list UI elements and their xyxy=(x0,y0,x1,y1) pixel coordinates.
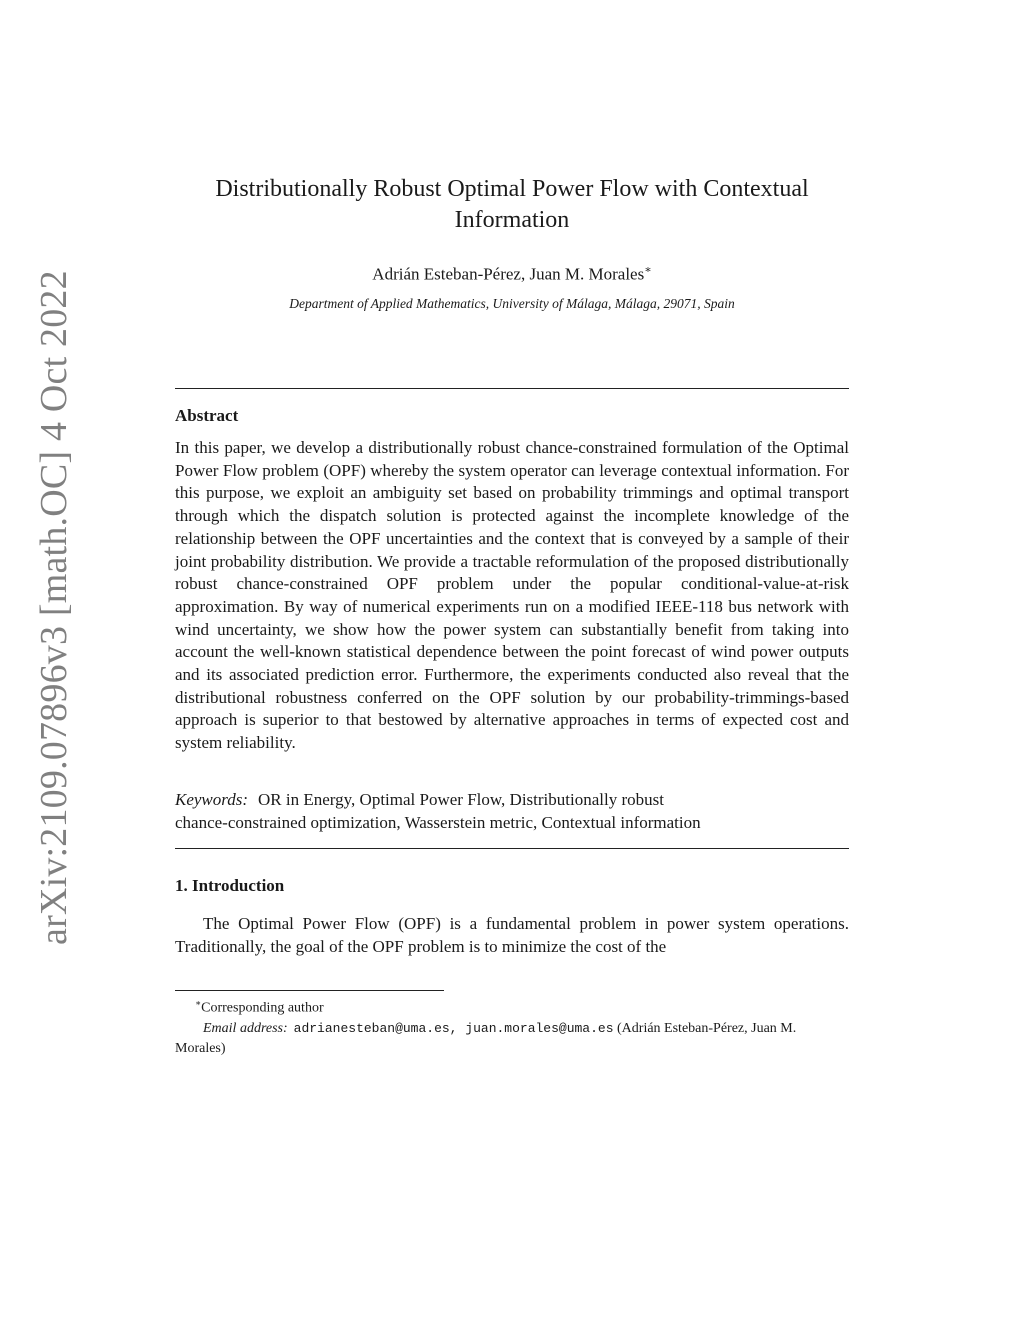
title-line-2: Information xyxy=(454,207,570,233)
email-addresses[interactable]: adrianesteban@uma.es, juan.morales@uma.es xyxy=(293,1020,614,1036)
author-list xyxy=(175,263,849,285)
top-divider xyxy=(175,388,849,389)
bottom-divider xyxy=(175,848,849,849)
footnote-mark: ∗ xyxy=(195,998,202,1008)
email-owner-names: (Adrián Esteban-Pérez, Juan M. Morales) xyxy=(175,1020,797,1056)
arxiv-identifier-stamp[interactable]: arXiv:2109.07896v3 [math.OC] 4 Oct 2022 xyxy=(33,270,75,945)
keywords-line-1: OR in Energy, Optimal Power Flow, Distributionally robust xyxy=(258,790,664,809)
email-label: Email address: xyxy=(203,1020,288,1036)
footnote xyxy=(175,993,849,1059)
corresponding-author-mark: ∗ xyxy=(644,264,652,276)
corresponding-author-note: Corresponding author xyxy=(201,1000,324,1016)
introduction-text: The Optimal Power Flow (OPF) is a fundamental problem in power system operations. Traditionally, the goal of the OPF problem is to minimize the cost of the xyxy=(175,914,849,956)
keywords-line-2: chance-constrained optimization, Wasserstein metric, Contextual information xyxy=(175,812,701,832)
footnote-divider xyxy=(175,990,444,991)
section-heading-introduction: 1. Introduction xyxy=(175,876,285,895)
abstract-text: In this paper, we develop a distributionally robust chance-constrained formulation of the Optimal Power Flow problem (OPF) whereby the system operator can leverage contextual information. For this purpose, we exploit an ambiguity set based on probability trimmings and optimal transport through which the dispatch solution is protected against the incomplete knowledge of the relationship between the OPF uncertainties and the context that is conveyed by a sample of their joint probability distribution. We provide a tractable reformulation of the proposed distributionally robust chance-constrained OPF problem under the popular conditional-value-at-risk approximation. By way of numerical experiments run on a modified IEEE-118 bus network with wind uncertainty, we show how the power system can substantially benefit from taking into account the well-known statistical dependence between the point forecast of wind power outputs and its associated prediction error. Furthermore, the experiments conducted also reveal that the distributional robustness conferred on the OPF solution by our probability-trimmings-based approach is superior to that bestowed by alternative approaches in terms of expected cost and system reliability. xyxy=(175,438,849,753)
keywords xyxy=(175,789,849,834)
title-line-1: Distributionally Robust Optimal Power Flow with Contextual xyxy=(215,176,809,202)
author-names: Adrián Esteban-Pérez, Juan M. Morales xyxy=(372,264,645,284)
abstract-heading: Abstract xyxy=(175,406,239,425)
affiliation: Department of Applied Mathematics, University of Málaga, Málaga, 29071, Spain xyxy=(289,296,735,311)
paper-title xyxy=(175,174,849,236)
keywords-label: Keywords: xyxy=(175,790,249,809)
